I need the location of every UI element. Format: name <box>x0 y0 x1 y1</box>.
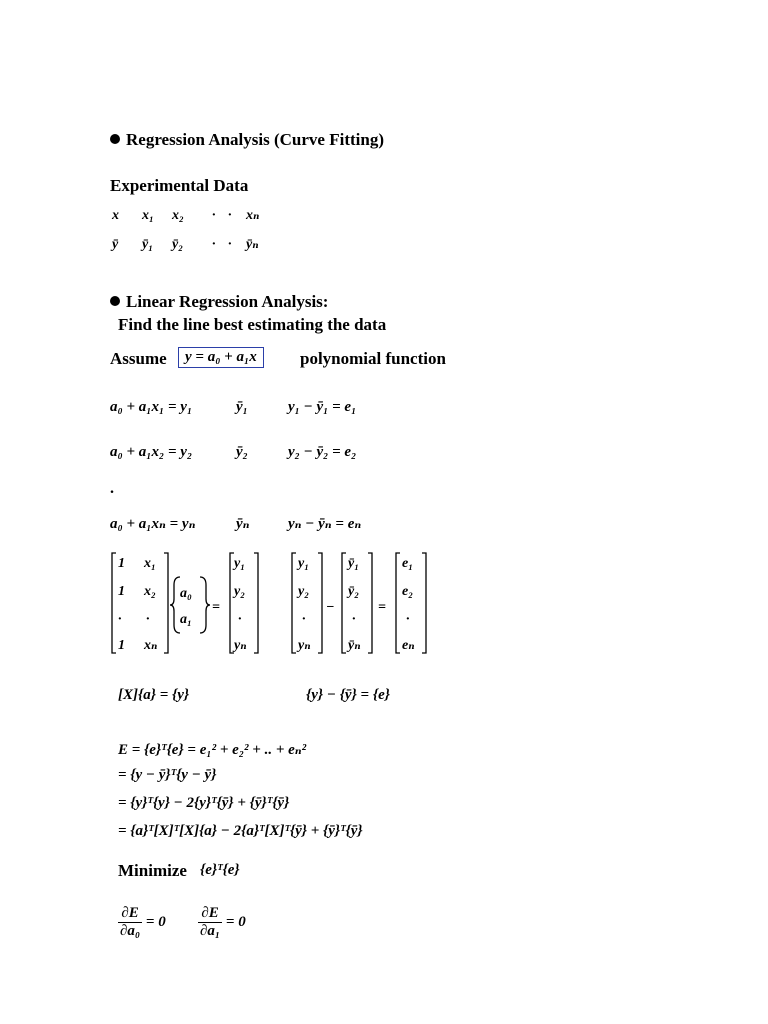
matrix-x-cell: x₂ <box>144 584 156 599</box>
equation-lhs: a₀ + a₁x₂ = y₂ <box>110 444 193 460</box>
vector-ybar-cell: ȳ₂ <box>348 584 360 599</box>
vector-a-cell: a₁ <box>180 612 192 627</box>
data-row-x <box>112 207 259 224</box>
energy-line-1: E = {e}ᵀ{e} = e₁² + e₂² + .. + eₙ² <box>118 742 307 758</box>
minus-sign: − <box>326 600 335 615</box>
matrix-x-cell: xₙ <box>144 638 158 653</box>
equation-lhs: a₀ + a₁xₙ = yₙ <box>110 516 196 532</box>
derivative-a0 <box>118 905 166 940</box>
data-cell: ȳₙ <box>246 237 259 252</box>
equation-error: y₁ − ȳ₁ = e₁ <box>288 399 357 415</box>
vector-ybar-cell: ȳ₁ <box>348 556 360 571</box>
ellipsis-dot: . <box>110 480 114 497</box>
data-cell: x <box>112 208 119 223</box>
derivative-rhs: = 0 <box>145 914 166 930</box>
data-cell: ȳ₁ <box>142 237 154 252</box>
vector-e-cell: eₙ <box>402 638 415 653</box>
section-title: Regression Analysis (Curve Fitting) <box>126 130 384 149</box>
equation-lhs: a₀ + a₁x₁ = y₁ <box>110 399 193 415</box>
data-cell: ȳ₂ <box>172 237 184 252</box>
vector-e-cell: e₂ <box>402 584 414 599</box>
equation-error: y₂ − ȳ₂ = e₂ <box>288 444 357 460</box>
vector-y2-cell: · <box>302 612 306 627</box>
bullet-icon <box>110 296 120 306</box>
section-title: Linear Regression Analysis: <box>126 292 329 311</box>
energy-line-2: = {y − ȳ}ᵀ{y − ȳ} <box>118 767 217 783</box>
vector-y-cell: · <box>238 612 242 627</box>
compact-right: {y} − {ȳ} = {e} <box>306 687 390 703</box>
vector-e-cell: e₁ <box>402 556 414 571</box>
derivative-rhs: = 0 <box>225 914 246 930</box>
section-heading-linear <box>110 292 328 312</box>
vector-y-cell: y₂ <box>234 584 246 599</box>
energy-line-3: = {y}ᵀ{y} − 2{y}ᵀ{ȳ} + {ȳ}ᵀ{ȳ} <box>118 795 290 811</box>
matrix-x-cell: 1 <box>118 556 125 571</box>
equation-ybar: ȳ₁ <box>236 399 248 415</box>
energy-line-4: = {a}ᵀ[X]ᵀ[X]{a} − 2{a}ᵀ[X]ᵀ{ȳ} + {ȳ}ᵀ{ȳ} <box>118 823 363 839</box>
equals-sign: = <box>212 600 220 615</box>
vector-y2-cell: y₂ <box>298 584 310 599</box>
data-cell: x₁ <box>142 208 154 223</box>
minimize-label: Minimize <box>118 861 187 880</box>
matrix-x-cell: 1 <box>118 584 125 599</box>
data-cell: · <box>212 208 216 223</box>
assume-note: polynomial function <box>300 349 446 368</box>
vector-y-cell: yₙ <box>234 638 247 653</box>
data-cell: ȳ <box>112 237 119 252</box>
compact-left: [X]{a} = {y} <box>118 687 190 703</box>
equation-error: yₙ − ȳₙ = eₙ <box>288 516 362 532</box>
data-cell: · <box>212 237 216 252</box>
vector-ybar-cell: ȳₙ <box>348 638 361 653</box>
data-cell: x₂ <box>172 208 184 223</box>
vector-ybar-cell: · <box>352 612 356 627</box>
vector-e-cell: · <box>406 612 410 627</box>
matrix-x-cell: x₁ <box>144 556 156 571</box>
vector-y-cell: y₁ <box>234 556 246 571</box>
section-heading-regression <box>110 130 384 150</box>
data-row-y <box>112 236 259 253</box>
matrix-x-cell: · <box>146 612 150 627</box>
data-cell: xₙ <box>246 208 260 223</box>
matrix-equation <box>100 545 440 660</box>
assume-label: Assume <box>110 349 167 368</box>
data-cell: · <box>228 208 232 223</box>
vector-y2-cell: yₙ <box>298 638 311 653</box>
equals-sign: = <box>378 600 386 615</box>
derivative-denominator: ∂a₁ <box>200 923 221 939</box>
vector-a-cell: a₀ <box>180 586 192 601</box>
derivative-numerator: ∂E <box>198 905 222 923</box>
derivative-a1 <box>198 905 246 940</box>
bullet-icon <box>110 134 120 144</box>
matrix-x-cell: 1 <box>118 638 125 653</box>
derivative-denominator: ∂a₀ <box>120 923 141 939</box>
minimize-expr: {e}ᵀ{e} <box>200 862 240 878</box>
section-subtitle: Find the line best estimating the data <box>118 315 387 334</box>
matrix-x-cell: · <box>118 612 122 627</box>
data-cell: · <box>228 237 232 252</box>
derivative-numerator: ∂E <box>118 905 142 923</box>
assume-formula-box: y = a₀ + a₁x <box>178 347 264 368</box>
equation-ybar: ȳₙ <box>236 516 250 532</box>
data-heading: Experimental Data <box>110 176 249 195</box>
equation-ybar: ȳ₂ <box>236 444 248 460</box>
vector-y2-cell: y₁ <box>298 556 310 571</box>
